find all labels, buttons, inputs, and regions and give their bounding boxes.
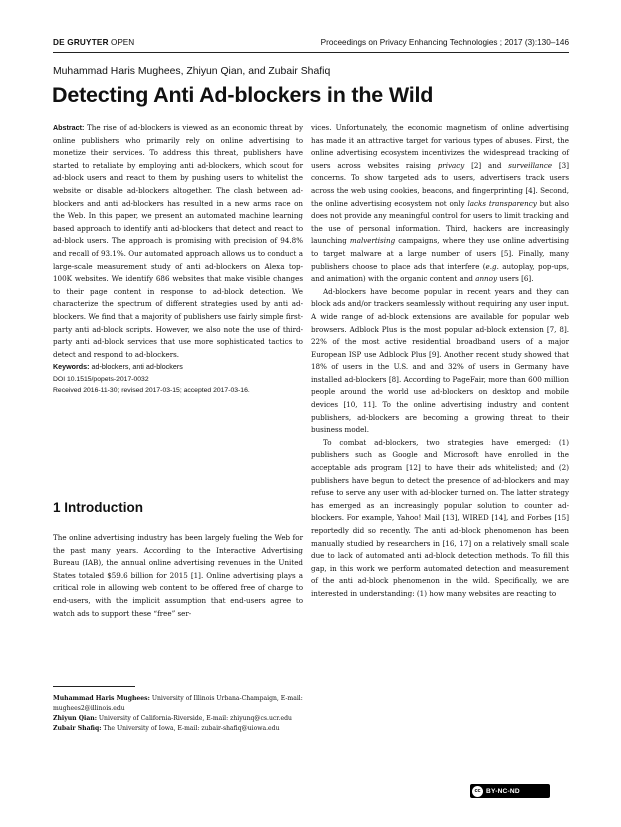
page-header [53,38,569,52]
footnote-rule [53,686,135,687]
footnote-author-2: Zhiyun Qian: University of California-Riverside, E-mail: zhiyunq@cs.ucr.edu [53,715,292,722]
author-footnotes [53,694,303,734]
footnote-author-3: Zubair Shafiq: The University of Iowa, E-mail: zubair-shafiq@uiowa.edu [53,725,280,732]
intro-paragraph-2: Ad-blockers have become popular in recent years and they can block ads and/or trackers seamlessly without requiring any user input. A wide range of ad-block extensions are available for popular web browsers. Adblock Plus is the most popular ad-block extension [7, 8]. 22% of the most active residential broadband users of a major European ISP use Adblock Plus [9]. Another recent study showed that 18% of users in the U.S. and and 32% of users in Germany have installed ad-blockers [8]. According to PageFair, more than 600 million people around the world use ad-blockers on desktop and mobile devices [10, 11]. To the online advertising industry and content publishers, ad-blockers are becoming a growing threat to their business model. [311,286,569,435]
paper-title: Detecting Anti Ad-blockers in the Wild [52,83,434,107]
intro-paragraph-1-continued: vices. Unfortunately, the economic magnetism of online advertising has made it an attractive target for various types of abuses. First, the online advertising ecosystem incentivizes the widespread tracking of users across websites raising privacy [2] and surveillance [3] concerns. To show targeted ads to users, advertisers track users across the web using cookies, beacons, and fingerprinting [4]. Second, the online advertising ecosystem not only lacks transparency but also does not provide any meaningful control for users to limit tracking and the use of personal information. Third, hackers are increasingly launching malvertising campaigns, where they use online advertising to target malware at a large number of users [5]. Finally, many publishers choose to place ads that interfere (e.g. autoplay, pop-ups, and animation) with the organic content and annoy users [6]. [311,123,570,284]
intro-paragraph-3: To combat ad-blockers, two strategies have emerged: (1) publishers such as Google and Microsoft have enrolled in the acceptable ads program [12] to have their ads whitelisted; and (2) publishers have begun to detect the presence of ad-blockers and may refuse to serve any user with ad-blocker turned on. The latter strategy has emerged as an increasingly popular solution to counter ad-blockers. For example, Yahoo! Mail [13], WIRED [14], and Forbes [15] reportedly did so recently. The anti ad-block phenomenon has been manually studied by researchers in [16, 17] on a relatively small scale due to lack of automated anti ad-block detection methods. To fill this gap, in this work we perform automated detection and measurement of the anti ad-block phenomenon in the wild. Specifically, we are interested in understanding: (1) how many websites are reacting to [311,437,569,598]
license-text: BY-NC-ND [486,787,520,795]
abstract-label: Abstract: [53,124,85,132]
keywords [53,361,303,374]
received-dates: Received 2016-11-30; revised 2017-03-15; accepted 2017-03-16. [53,386,250,394]
right-column [311,122,569,601]
keywords-text: ad-blockers, anti ad-blockers [91,363,183,372]
intro-paragraph-1-start: The online advertising industry has been largely fueling the Web for the past many years. According to the Interactive Advertising Bureau (IAB), the annual online advertising revenues in the United States totaled $59.6 billion for 2015 [1]. Online advertising plays a critical role in allowing web content to be offered free of charge to end-users, with the implicit assumption that end-users agree to watch ads to support these “free” ser- [53,533,303,618]
section-heading-introduction: 1 Introduction [53,500,143,515]
header-rule [53,52,569,53]
introduction-column-start [53,532,303,620]
keywords-label: Keywords: [53,363,90,372]
journal-citation: Proceedings on Privacy Enhancing Technologies ; 2017 (3):130–146 [320,38,569,47]
doi: DOI 10.1515/popets-2017-0032 [53,375,149,383]
cc-license-badge [470,784,550,798]
creative-commons-icon: cc [472,786,483,797]
left-column [53,122,303,396]
abstract [53,122,303,361]
publisher: DE GRUYTER OPEN [53,38,135,47]
footnote-author-1: Muhammad Haris Mughees: University of Illinois Urbana-Champaign, E-mail: mughees2@illinois.edu [53,695,303,712]
abstract-text: The rise of ad-blockers is viewed as an economic threat by online publishers who primarily rely on online advertising to monetize their services. To address this threat, publishers have started to retaliate by employing anti ad-blockers, which scout for ad-block users and react to them by pushing users to whitelist the website or disable ad-blockers altogether. The clash between ad-blockers and anti ad-blockers has resulted in a new arms race on the Web. In this paper, we present an automated machine learning based approach to identify anti ad-blockers that detect and react to ad-block users. The approach is promising with precision of 94.8% and recall of 93.1%. Our automated approach allows us to conduct a large-scale measurement study of anti ad-blockers on Alexa top-100K websites. We identify 686 websites that make visible changes to their page content in response to ad-block detection. We characterize the spectrum of different strategies used by anti ad-blockers. We find that a majority of publishers use fairly simple first-party anti ad-block scripts. However, we also note the use of third-party anti ad-block services that use more sophisticated tactics to detect and respond to ad-blockers. [53,123,303,359]
author-list: Muhammad Haris Mughees, Zhiyun Qian, and Zubair Shafiq [53,66,331,77]
